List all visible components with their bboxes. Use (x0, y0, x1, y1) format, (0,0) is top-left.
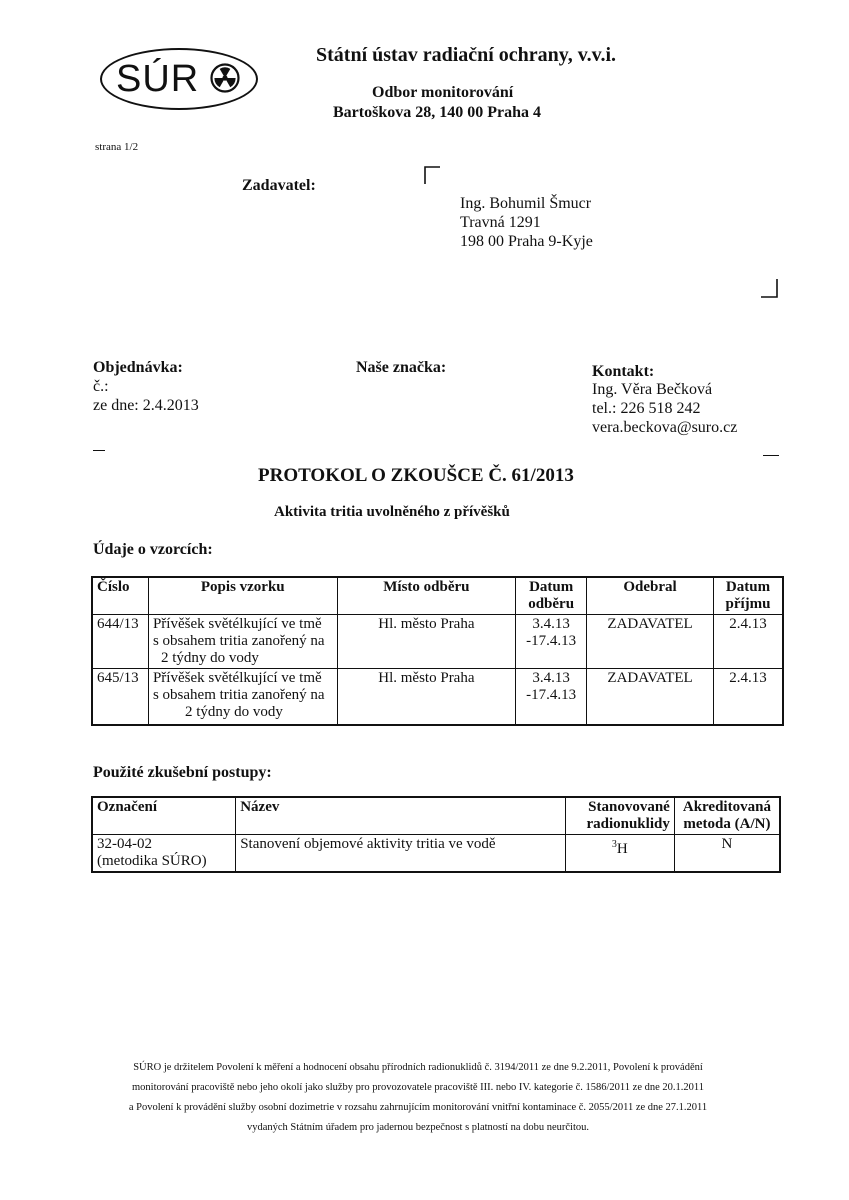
logo-text: SÚR (116, 58, 200, 100)
date-to: -17.4.13 (526, 687, 577, 703)
sample-description (148, 669, 337, 725)
col-nuclides: Stanovované radionuklidy (565, 797, 674, 835)
procedure-accredited: N (674, 835, 780, 873)
nuclide-mass-number: 3 (611, 839, 617, 850)
samples-header-row (92, 577, 783, 615)
col-name: Název (236, 797, 565, 835)
client-street: Travná 1291 (460, 214, 541, 231)
client-label: Zadavatel: (242, 177, 316, 194)
sample-description (148, 615, 337, 669)
col-receipt-date: Datum příjmu (714, 577, 783, 615)
footer-line: vydaných Státním úřadem pro jadernou bezpečnost s platností na dobu neurčitou. (246, 1122, 590, 1133)
samples-heading: Údaje o vzorcích: (93, 541, 213, 558)
date-from: 3.4.13 (532, 616, 570, 632)
description-line: s obsahem tritia zanořený na (152, 687, 325, 703)
department-name: Odbor monitorování (372, 84, 514, 101)
contact-email: vera.beckova@suro.cz (592, 419, 738, 436)
procedure-name: Stanovení objemové aktivity tritia ve vodě (236, 835, 565, 873)
description-line: 2 týdny do vody (160, 650, 259, 666)
procedures-heading: Použité zkušební postupy: (93, 764, 272, 781)
procedures-table (91, 796, 781, 873)
protocol-title: PROTOKOL O ZKOUŠCE Č. 61/2013 (258, 465, 574, 486)
suro-logo (100, 48, 258, 110)
sample-sampling-date (516, 615, 587, 669)
procedure-code (92, 835, 236, 873)
address-corner-mark-top (424, 166, 440, 184)
date-from: 3.4.13 (532, 670, 570, 686)
client-city: 198 00 Praha 9-Kyje (460, 233, 593, 250)
sample-collector: ZADAVATEL (587, 615, 714, 669)
sample-sampling-date (516, 669, 587, 725)
col-place: Místo odběru (337, 577, 516, 615)
order-date: ze dne: 2.4.2013 (93, 397, 199, 414)
code-line: 32-04-02 (97, 836, 152, 852)
left-fold-mark (93, 450, 105, 451)
footer-line: a Povolení k provádění služby osobní dozimetrie v rozsahu zahrnujícím monitorování vnitřní kontaminace č. 2055/2011 ze dne 27.1.2011 (128, 1102, 708, 1113)
radiation-icon (210, 63, 240, 93)
table-row (92, 835, 780, 873)
description-line: 2 týdny do vody (184, 704, 283, 720)
our-ref-label: Naše značka: (356, 359, 447, 376)
sample-receipt-date: 2.4.13 (714, 669, 783, 725)
col-code: Označení (92, 797, 236, 835)
sample-place: Hl. město Praha (337, 669, 516, 725)
sample-receipt-date: 2.4.13 (714, 615, 783, 669)
address-corner-mark-bottom (760, 278, 778, 298)
description-line: Přívěšek světélkující ve tmě (152, 670, 322, 686)
sample-collector: ZADAVATEL (587, 669, 714, 725)
sample-number: 644/13 (92, 615, 148, 669)
code-line: (metodika SÚRO) (97, 853, 207, 869)
col-sampling-date: Datum odběru (516, 577, 587, 615)
institute-name: Státní ústav radiační ochrany, v.v.i. (316, 44, 617, 66)
client-name: Ing. Bohumil Šmucr (460, 195, 592, 212)
procedure-nuclide (565, 835, 674, 873)
footer-legal-note (88, 1058, 748, 1138)
order-number-label: č.: (93, 378, 109, 395)
procedures-header-row (92, 797, 780, 835)
table-row (92, 669, 783, 725)
description-line: Přívěšek světélkující ve tmě (152, 616, 322, 632)
col-collector: Odebral (587, 577, 714, 615)
institute-address: Bartoškova 28, 140 00 Praha 4 (333, 104, 541, 121)
footer-line: SÚRO je držitelem Povolení k měření a hodnocení obsahu přírodních radionuklidů č. 3194/2011 ze dne 9.2.2011, Povolení k provádění (133, 1062, 703, 1073)
date-to: -17.4.13 (526, 633, 577, 649)
col-number: Číslo (92, 577, 148, 615)
col-accredited: Akreditovaná metoda (A/N) (674, 797, 780, 835)
contact-phone: tel.: 226 518 242 (592, 400, 701, 417)
sample-number: 645/13 (92, 669, 148, 725)
page-number: strana 1/2 (95, 141, 139, 153)
table-row (92, 615, 783, 669)
description-line: s obsahem tritia zanořený na (152, 633, 325, 649)
contact-label: Kontakt: (592, 363, 655, 380)
sample-place: Hl. město Praha (337, 615, 516, 669)
samples-table (91, 576, 784, 726)
right-fold-mark (763, 455, 779, 456)
nuclide-symbol: H (616, 841, 628, 857)
order-label: Objednávka: (93, 359, 183, 376)
footer-line: monitorování pracoviště nebo jeho okolí jako služby pro provozovatele pracoviště III. nebo IV. kategorie č. 1586/2011 ze dne 20.1.2011 (132, 1082, 704, 1093)
col-description: Popis vzorku (148, 577, 337, 615)
contact-name: Ing. Věra Bečková (592, 381, 713, 398)
protocol-subtitle: Aktivita tritia uvolněného z přívěšků (274, 504, 510, 520)
